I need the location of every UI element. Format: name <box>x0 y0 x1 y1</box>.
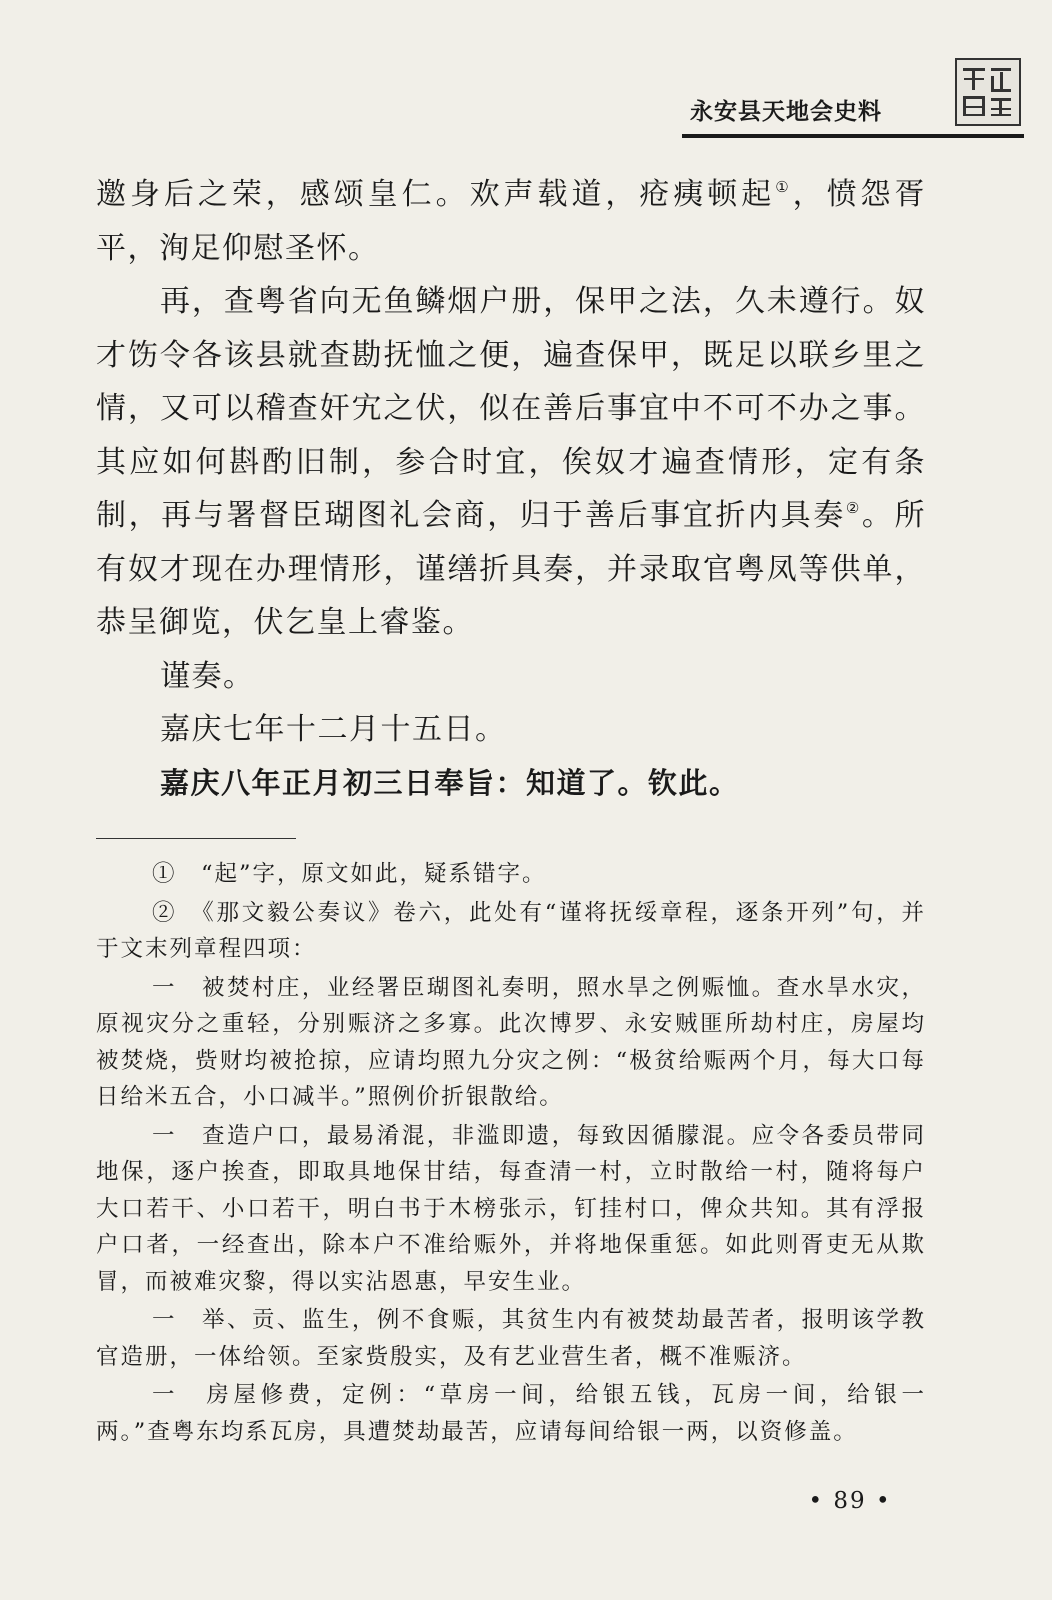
body-paragraph-2: 再，查粤省向无鱼鳞烟户册，保甲之法，久未遵行。奴才饬令各该县就查勘抚恤之便，遍查保甲，既足以联乡里之情，又可以稽查奸宄之伏，似在善后事宜中不可不办之事。其应如何斟酌旧制，参合时宜，俟奴才遍查情形，定有条制，再与署督臣瑚图礼会商，归于善后事宜折内具奏②。所有奴才现在办理情形，谨缮折具奏，并录取官粤凤等供单，恭呈御览，伏乞皇上睿鉴。 <box>96 284 927 640</box>
running-header-title: 永安县天地会史料 <box>690 99 882 125</box>
footnote-item-1: 一 被焚村庄，业经署臣瑚图礼奏明，照水旱之例赈恤。查水旱水灾，原视灾分之重轻，分别赈济之多寡。此次博罗、永安贼匪所劫村庄，房屋均被焚烧，赀财均被抢掠，应请均照九分灾之例：“极贫给赈两个月，每大口每日给米五合，小口减半。”照例价折银散给。 <box>96 974 926 1110</box>
imperial-rescript: 嘉庆八年正月初三日奉旨：知道了。钦此。 <box>160 765 740 800</box>
footnote-item-3: 一 举、贡、监生，例不食赈，其贫生内有被焚劫最苦者，报明该学教官造册，一体给领。至家赀殷实，及有艺业营生者，概不准赈济。 <box>96 1307 926 1370</box>
header-rule <box>682 134 1024 138</box>
body-paragraph-1: 邀身后之荣，感颂皇仁。欢声载道，疮痍顿起①，愤怨胥平，洵足仰慰圣怀。 <box>96 177 927 266</box>
footnote-ref-2: ② <box>845 499 862 517</box>
memorial-date: 嘉庆七年十二月十五日。 <box>160 712 507 747</box>
footnote-2: ② 《那文毅公奏议》卷六，此处有“谨将抚绥章程，逐条开列”句，并于文末列章程四项： <box>96 899 926 962</box>
footnote-divider <box>96 838 296 839</box>
footnote-item-2: 一 查造户口，最易淆混，非滥即遗，每致因循朦混。应令各委员带同地保，逐户挨查，即取具地保甘结，每查清一村，立时散给一村，随将每户大口若干、小口若干，明白书于木榜张示，钉挂村口，俾众共知。其有浮报户口者，一经查出，除本户不准给赈外，并将地保重惩。如此则胥吏无从欺冒，而被难灾黎，得以实沾恩惠，早安生业。 <box>96 1122 926 1295</box>
memorial-body-text <box>96 168 926 810</box>
footnote-ref-1: ① <box>775 178 793 196</box>
closing-salutation: 谨奏。 <box>160 658 255 694</box>
seal-stamp-icon <box>955 58 1021 126</box>
page-number: • 89 • <box>808 1488 892 1514</box>
footnote-1: ① “起”字，原文如此，疑系错字。 <box>152 861 547 887</box>
footnote-item-4: 一 房屋修费，定例：“草房一间，给银五钱，瓦房一间，给银一两。”查粤东均系瓦房，具遭焚劫最苦，应请每间给银一两，以资修盖。 <box>96 1382 926 1445</box>
footnotes <box>96 856 926 1450</box>
